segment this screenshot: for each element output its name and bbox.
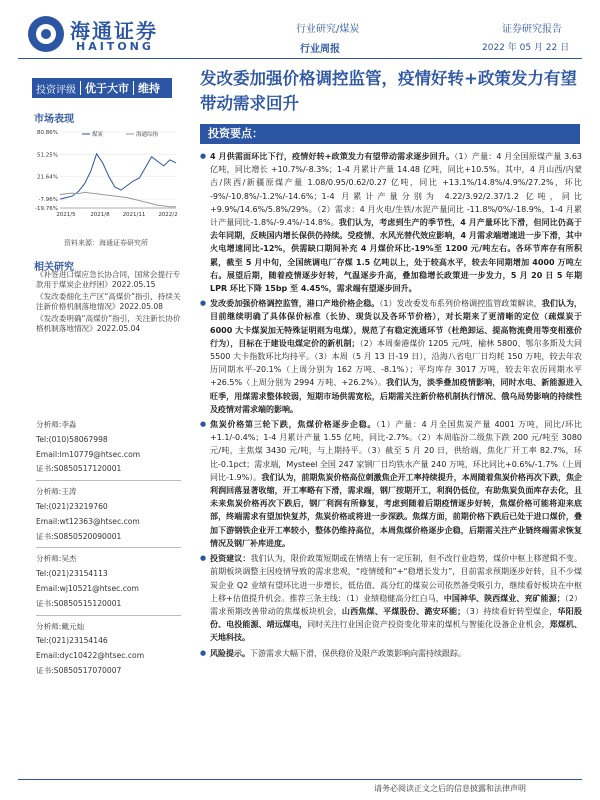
report-category: 行业研究/煤炭 <box>296 24 360 35</box>
related-item[interactable]: 《补签进口煤应急长协合同，国常会提行专款用于煤炭企业纾困》2022.05.15 <box>36 270 181 290</box>
related-list <box>36 270 181 335</box>
analyst-name: 分析师:吴杰 <box>36 554 77 564</box>
series-line-0 <box>60 154 176 199</box>
y-tick-label: 51.25% <box>37 152 58 159</box>
body-text: （1）产量：4 月全国焦炭产量 4001 万吨，同比/环比+1.1/-0.4%；1-4 月累计产量 1.55 亿吨，同比-2.7%。（2）本周临汾二级焦下跌 200 元/吨至 3080 元/吨，主焦煤 3430 元/吨，与上期持平。（3）截至 5 月 20 日，供给端，焦化厂开工率 82.7%，环比-0.1pct；需求端，Mysteel 全国 247 家钢厂日均铁水产量 240 万吨，环比同比+0.6%/-1.7%（上周同比-1.9%）。 <box>210 420 582 482</box>
header-divider <box>18 58 582 59</box>
rating-value: 优于大市 <box>85 82 129 95</box>
analyst-cert: 证书:S0850520090001 <box>36 531 122 541</box>
body-text: 同时关注行业国企资产投资变化带来的煤机与智能化设备企业机会， <box>307 620 550 630</box>
analyst-name: 分析师:李淼 <box>36 420 77 429</box>
rating-box <box>32 78 172 98</box>
analyst-tel: Tel:(021)23154113 <box>36 569 108 579</box>
y-tick-label: -19.76% <box>35 206 58 212</box>
bold-text: 风险提示。 <box>210 648 250 658</box>
bold-text: 焦炭价格第三轮下跌，焦煤价格逐步企稳。 <box>210 420 377 430</box>
y-tick-label: 21.64% <box>37 174 58 181</box>
logo-text-en: HAITONG <box>76 40 154 53</box>
analyst-tel: Tel:(021)23219760 <box>36 501 108 511</box>
logo-icon <box>28 16 64 52</box>
rating-change: 维持 <box>138 82 160 95</box>
analyst-name: 分析师:王涛 <box>36 487 77 497</box>
body-text: 我们认为，限价政策短期或在情绪上有一定压制，但不改行业趋势，煤价中枢上移逻辑不变。前期板块调整主因疫情导致的需求悲观，“疫情缓和”+“稳增长发力”，目前需求预期逐步好转，且不少煤炭企业 Q2 业绩有望环比进一步增长，低估值、高分红的煤炭公司依然备受吸引力，继续看好板块在中枢上移+估值提升机会。推荐三条主线：（1）业绩稳健高分红白马， <box>210 554 583 603</box>
series-line-1 <box>60 192 176 206</box>
analyst-name: 分析师:戴元灿 <box>36 621 85 631</box>
footer-disclaimer: 请务必阅读正文之后的信息披露和法律声明 <box>374 784 526 793</box>
analyst-email[interactable]: Email:dyc10422@htsec.com <box>36 651 145 661</box>
report-type: 行业周报 <box>300 44 340 55</box>
x-tick-label: 2022/2 <box>158 212 178 218</box>
bold-text: 我们认为，目前继续明确了具体保价标准（长协、现货以及各环节价格），对长期来了更清晰的定位（疏煤炭于 6000 大卡煤炭加无特殊证明则为电煤），规范了有稳定流通环节（杜绝卸运、提高物流费用等变相涨价行为），目标在于建设电煤定价的新机制； <box>210 299 583 348</box>
bullet-paragraph <box>200 552 582 644</box>
bold-text: 中国神华、陕西煤业、兖矿能源； <box>443 593 565 603</box>
market-title: 市场表现 <box>34 114 74 125</box>
analyst-tel: Tel:(010)58067998 <box>36 434 108 444</box>
bold-text: 我们认为，考虑到生产的季节性，4 月产量环比下滑，但同比仍高于去年同期，反映国内增长保供仍持续。受疫情、水风光替代效应影响，4 月需求端增速进一步下滑，其中火电增速同比-12%，供需缺口期间补充 4 月煤价环比-19%至 1200 元/吨左右。各环节库存有所积累，截至 5 月中旬，全国统调电厂存煤 1.5 亿吨以上，处于较高水平，较去年同期增加 4000 万吨左右。展望后期，随着疫情逐步好转，气温逐步升高，叠加稳增长政策进一步发力，5 月 20 日 5 年期 LPR 环比下降 15bp 至 4.45%，需求端有望逐步回升。 <box>210 218 582 294</box>
bullet-paragraph <box>200 418 582 550</box>
body-text: （2）需求预期改善带动的焦煤板块机会， <box>210 593 583 616</box>
bullet-paragraph <box>200 297 582 416</box>
investment-header: 投资要点： <box>200 124 580 144</box>
bold-text: 我们认为，前期焦炭价格高位刺激焦企开工率持续提升，本周随着焦炭价格再次下跌，焦企利润回落显著收缩，开工率略有下滑，需求端，钢厂按期开工，利润仍低位，有助焦炭负面库存去化，且未来焦炭价格再次下跌后，钢厂利润有所修复，考虑到随着后期疫情逐步好转，焦煤价格可能将迎来底部，终端需求有望加快复苏，焦炭价格或将进一步深跌。焦煤方面，前期价格下跌后已处于进口煤价，叠加下游钢铁企业开工率较小，整体仍维持高位，本周焦煤价格逐步企稳，后期需关注产业链终端需求恢复情况及钢厂补库进度。 <box>210 472 583 548</box>
body-text: （2）本周秦港煤价 1205 元/吨，榆林 5800、鄂尔多斯及大同 5500 大卡指数环比均持平。（3）本周（5 月 13 日-19 日），沿海八省电厂日均耗 150 万吨，较去年农历同期水平-20.1%（上周分别为 162 万吨、-8.1%）；平均库存 3017 万吨，较去年农历同期水平+26.5%（上周分别为 2994 万吨、+26.2%）。 <box>210 338 582 388</box>
related-item[interactable]: 《发改委细化主产区“高煤价”指引，持续关注新价格机制落地情况》2022.05.08 <box>36 291 181 312</box>
analyst-cert: 证书:S0850517120001 <box>36 464 122 474</box>
analyst-tel: Tel:(021)23154146 <box>36 636 108 646</box>
brand-label: 证券研究报告 <box>502 24 562 35</box>
analyst-divider <box>36 615 181 616</box>
footer-divider <box>18 779 582 780</box>
y-tick-label: -7.96% <box>38 197 58 204</box>
report-title: 发改委加强价格调控监管，疫情好转+政策发力有望带动需求回升 <box>200 69 577 113</box>
bullet-paragraph <box>200 647 582 660</box>
related-item[interactable]: 《发改委明确“高煤价”指引，关注新长协价格机制落地情况》2022.05.04 <box>36 313 181 334</box>
bold-text: 我们认为，淡季叠加疫情影响，同时水电、新能源进入旺季，用煤需求整体较弱，短期市场供需宽松，后期需关注新价格机制执行情况、俄乌局势影响的持续性及疫情对需求端的影响。 <box>210 378 582 414</box>
analyst-divider <box>36 480 181 481</box>
bold-text: 发改委加强价格调控监管，港口产地价格企稳。 <box>210 299 380 309</box>
analyst-cert: 证书:S0850517070007 <box>36 665 122 675</box>
body-text: （3）持续看好转型煤企， <box>465 606 558 616</box>
legend-label: 海通综指 <box>136 132 159 138</box>
bold-text: 华阳股份、电投能源、靖远煤电， <box>210 606 583 630</box>
analyst-list <box>36 418 181 679</box>
body-text: （1）产量：4 月全国原煤产量 3.63 亿吨，同比增长 +10.7%/-8.3%；1-4 月累计产量 14.48 亿吨，同比+10.5%。其中，4 月山西/内蒙古/陕西/新疆原煤产量 1.08/0.95/0.62/0.27 亿吨，同比 +13.1%/14.8%/4.9%/27.2%，环比 -9%/-10.8%/-1.2%/-14.6%；1-4 月累计产量分别为 4.22/3.92/2.37/1.2 亿吨，同比+9.9%/14.6%/5.8%/29%。（2）需求：4 月火电/生铁/水泥产量同比 -11.8%/0%/-18.9%，1-4 月累计产量同比-1.8%/-9.4%/-14.8%。 <box>210 152 582 228</box>
bold-text: 郑煤机、天地科技。 <box>210 620 583 643</box>
bold-text: 山西焦煤、平煤股份、潞安环能； <box>341 606 466 616</box>
bold-text: 投资建议： <box>210 554 251 564</box>
market-chart <box>30 124 180 224</box>
bullet-paragraph <box>200 150 582 295</box>
analyst-email[interactable]: Email:wj10521@htsec.com <box>36 583 139 593</box>
legend-label: 煤炭 <box>92 132 104 138</box>
body-text: 下游需求大幅下滑，保供稳价及限产政策影响向需持续跟踪。 <box>250 648 466 658</box>
related-title: 相关研究 <box>34 262 74 273</box>
y-tick-label: 80.86% <box>37 130 58 136</box>
report-body <box>200 150 582 662</box>
chart-source: 资料来源：海通证券研究所 <box>64 239 148 247</box>
bold-text: 4 月供需面环比下行，疫情好转+政策发力有望带动需求逐步回升。 <box>210 152 455 161</box>
body-text: （1）发改委发布系列价格调控监管政策解读， <box>379 299 542 309</box>
x-tick-label: 2021/11 <box>122 212 146 218</box>
x-tick-label: 2021/8 <box>90 212 110 218</box>
analyst-cert: 证书:S0850515120001 <box>36 598 122 608</box>
logo-text-cn: 海通证券 <box>70 19 158 43</box>
rating-label: 投资评级 <box>36 84 76 96</box>
analyst-divider <box>36 547 181 548</box>
analyst-email[interactable]: Email:wt12363@htsec.com <box>36 516 140 526</box>
x-tick-label: 2021/5 <box>56 212 76 218</box>
report-date: 2022 年 05 月 22 日 <box>482 43 570 53</box>
analyst-email[interactable]: Email:lm10779@htsec.com <box>36 449 141 459</box>
